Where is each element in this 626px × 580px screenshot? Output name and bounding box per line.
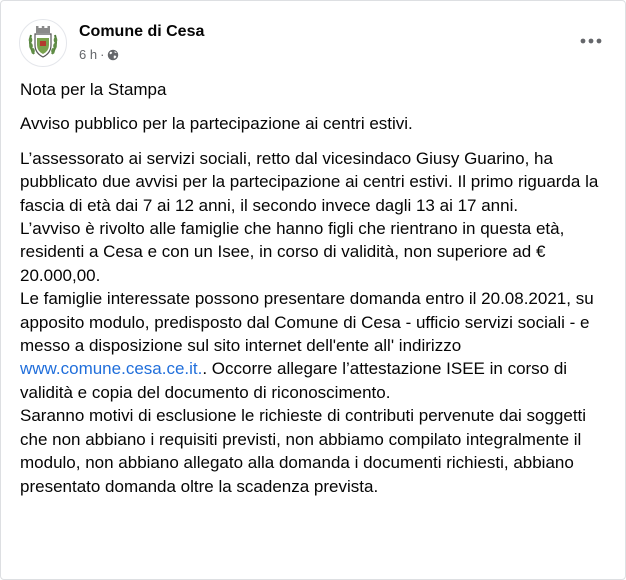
post-subline [79,46,204,64]
avatar[interactable] [19,19,67,67]
post-paragraph-3-start: Le famiglie interessate possono presentare domanda entro il 20.08.2021, su apposito modulo, predisposto dal Comune di Cesa - ufficio servizi sociali - e messo a disposizione sul sito internet dell'ente all' indirizzo [20,289,594,356]
website-link[interactable]: www.comune.cesa.ce.it. [20,359,203,379]
separator: · [100,47,105,62]
globe-icon [107,49,119,61]
post-time[interactable]: 6 h [79,47,98,62]
post-line-subtitle: Avviso pubblico per la partecipazione ai centri estivi. [20,114,413,134]
post-meta [79,22,204,64]
ellipsis-icon [580,38,602,44]
post-paragraph-3-end: . Occorre allegare l’attestazione ISEE in corso di validità e copia del documento di riconoscimento. [20,359,568,402]
post-body [20,78,616,498]
post-paragraph-4: Saranno motivi di esclusione le richieste di contributi pervenute dai soggetti che non abbiano i requisiti previsti, non abbiamo compilato integralmente il modulo, non abbiano allegato alla domanda i documenti richiesti, abbiano presentato domanda oltre la scadenza prevista. [20,406,587,496]
post-paragraph-2: L’avviso è rivolto alle famiglie che hanno figli che rientrano in questa età, residenti a Cesa e con un Isee, in corso di validità, non superiore ad € 20.000,00. [20,219,565,285]
post-line-title: Nota per la Stampa [20,80,167,99]
coat-of-arms-icon [23,23,63,63]
post-paragraph-1: L’assessorato ai servizi sociali, retto dal vicesindaco Giusy Guarino, ha pubblicato due avvisi per la partecipazione ai centri estivi. Il primo riguarda la fascia di età dai 7 ai 12 anni, il secondo invece dagli 13 ai 17 anni. [20,148,599,215]
post-header [19,15,204,71]
page-name[interactable]: Comune di Cesa [79,23,205,40]
more-options-button[interactable] [573,27,609,55]
post-paragraph-3 [20,287,616,404]
